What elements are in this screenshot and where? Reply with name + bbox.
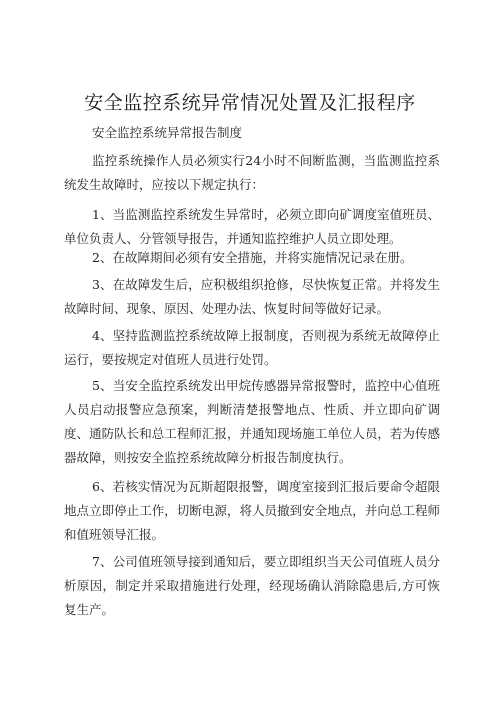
document-title: 安全监控系统异常情况处置及汇报程序 <box>84 92 416 114</box>
paragraph-item-3: 3、在故障发生后，应积极组织抢修，尽快恢复正常。并将发生故障时间、现象、原因、处理办法、恢复时间等做好记录。 <box>64 277 440 316</box>
paragraph-item-6: 6、若核实情况为瓦斯超限报警，调度室接到汇报后要命令超限地点立即停止工作，切断电源，将人员撤到安全地点，并向总工程师和值班领导汇报。 <box>64 479 440 542</box>
paragraph-intro: 监控系统操作人员必须实行24小时不间断监测，当监测监控系统发生故障时，应按以下规定执行： <box>64 153 440 192</box>
paragraph-item-4: 4、坚持监测监控系统故障上报制度，否则视为系统无故障停止运行，要按规定对值班人员进行处罚。 <box>64 328 440 367</box>
paragraph-item-1: 1、当监测监控系统发生异常时，必须立即向矿调度室值班员、单位负责人、分管领导报告，并通知监控维护人员立即处理。 <box>64 207 440 246</box>
paragraph-item-5: 5、当安全监控系统发出甲烷传感器异常报警时，监控中心值班人员启动报警应急预案，判断清楚报警地点、性质、并立即向矿调度、通防队长和总工程师汇报，并通知现场施工单位人员，若为传感器故障，则按安全监控系统故障分析报告制度执行。 <box>64 378 440 465</box>
paragraph-item-2: 2、在故障期间必须有安全措施，并将实施情况记录在册。 <box>92 250 413 265</box>
document-subtitle: 安全监控系统异常报告制度 <box>92 125 243 140</box>
paragraph-item-7: 7、公司值班领导接到通知后，要立即组织当天公司值班人员分析原因，制定并采取措施进行处理，经现场确认消除隐患后,方可恢复生产。 <box>64 554 440 617</box>
